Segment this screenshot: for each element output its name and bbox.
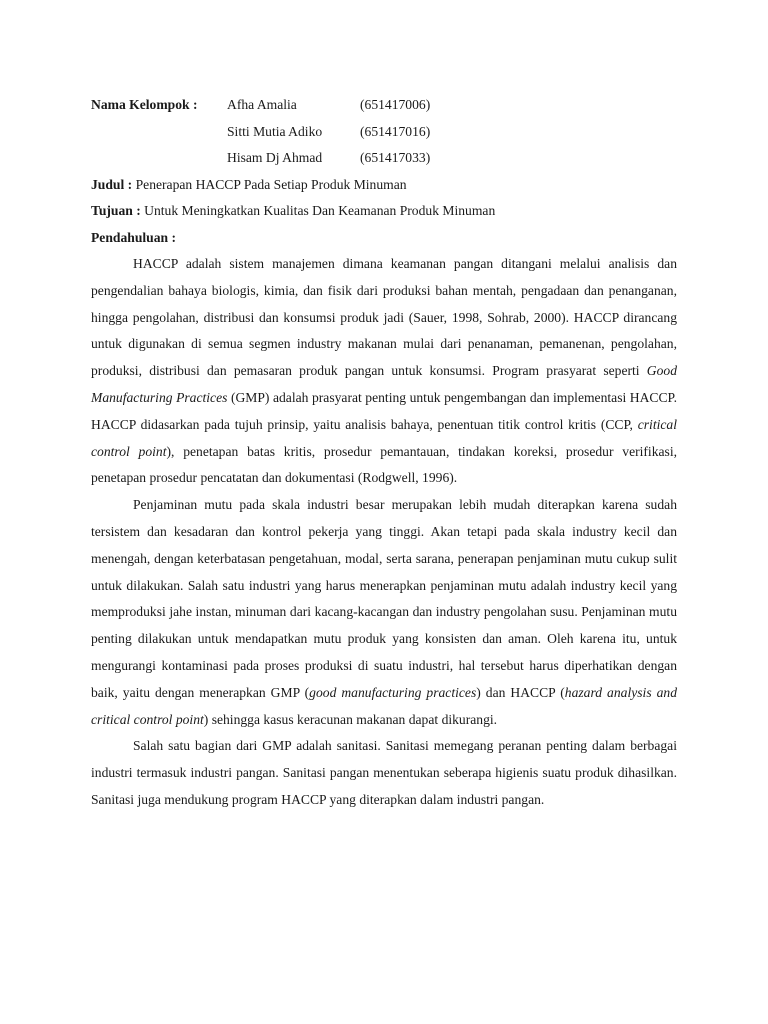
title-line (91, 172, 677, 199)
paragraph-3: Salah satu bagian dari GMP adalah sanitasi. Sanitasi memegang peranan penting dalam berbagai industri termasuk industri pangan. Sanitasi pangan menentukan seberapa higienis suatu produk dihasilkan. Sanitasi juga mendukung program HACCP yang diterapkan dalam industri pangan. (91, 738, 677, 807)
goal-value: Untuk Meningkatkan Kualitas Dan Keamanan Produk Minuman (144, 203, 496, 218)
member-name: Afha Amalia (227, 97, 297, 112)
title-value: Penerapan HACCP Pada Setiap Produk Minuman (135, 176, 407, 192)
title-label: Judul : (91, 176, 133, 192)
group-label: Nama Kelompok : (91, 97, 198, 112)
member-name: Sitti Mutia Adiko (227, 123, 323, 139)
member-id: (651417033) (360, 150, 431, 165)
member-id: (651417006) (360, 97, 431, 112)
goal-label: Tujuan : (91, 203, 141, 218)
member-name: Hisam Dj Ahmad (227, 150, 323, 165)
paragraph-2: Penjaminan mutu pada skala industri besar merupakan lebih mudah diterapkan karena sudah tersistem dan kesadaran dan kontrol pekerja yang tinggi. Akan tetapi pada skala industry kecil dan menengah, dengan keterbatasan pengetahuan, modal, serta sarana, penerapan penjaminan mutu cukup sulit untuk dilakukan. Salah satu industri yang harus menerapkan penjaminan mutu adalah industry kecil yang memproduksi jahe instan, minuman dari kacang-kacangan dan industry pengolahan susu. Penjaminan mutu penting dilakukan untuk mendapatkan mutu produk yang konsisten dan aman. Oleh karena itu, untuk mengurangi kontaminasi pada proses produksi di suatu industri, hal tersebut harus diperhatikan dengan baik, yaitu dengan menerapkan GMP (good manufacturing practices) dan HACCP (hazard analysis and critical control point) sehingga kasus keracunan makanan dapat dikurangi. (91, 497, 678, 727)
intro-heading: Pendahuluan : (91, 229, 176, 245)
goal-line (91, 198, 677, 225)
document-page (91, 92, 677, 814)
paragraph-1: HACCP adalah sistem manajemen dimana keamanan pangan ditangani melalui analisis dan pengendalian bahaya biologis, kimia, dan fisik dari produksi bahan mentah, pengadaan dan penanganan, hingga pengolahan, distribusi dan konsumsi produk jadi (Sauer, 1998, Sohrab, 2000). HACCP dirancang untuk digunakan di semua segmen industry makanan mulai dari penanaman, pemanenan, pengolahan, produksi, distribusi dan pemasaran produk pangan untuk konsumsi. Program prasyarat seperti Good Manufacturing Practices (GMP) adalah prasyarat penting untuk pengembangan dan implementasi HACCP. HACCP didasarkan pada tujuh prinsip, yaitu analisis bahaya, penentuan titik control kritis (CCP, critical control point), penetapan batas kritis, prosedur pemantauan, tindakan koreksi, prosedur verifikasi, penetapan prosedur pencatatan dan dokumentasi (Rodgwell, 1996). (91, 256, 678, 486)
group-members (91, 92, 677, 172)
member-id: (651417016) (360, 123, 431, 139)
